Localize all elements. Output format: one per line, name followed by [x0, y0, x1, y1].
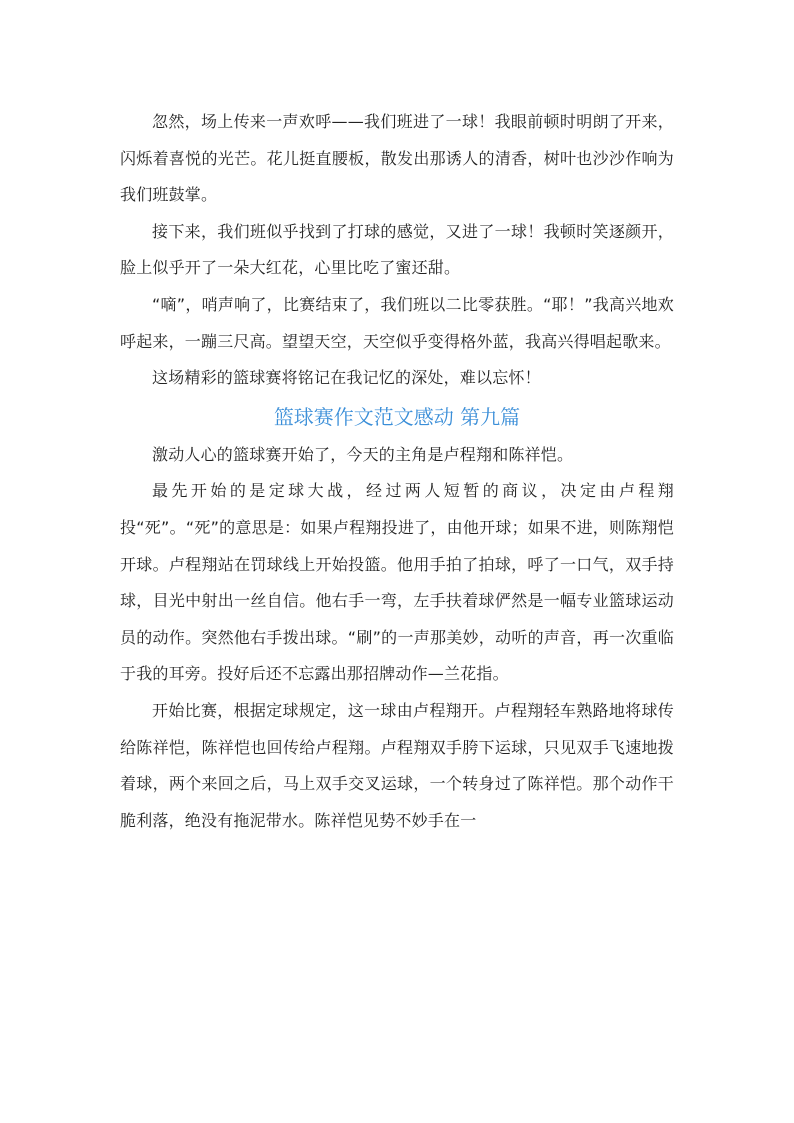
section-heading: 篮球赛作文范文感动 第九篇: [273, 404, 521, 429]
paragraph: 这场精彩的篮球赛将铭记在我记忆的深处，难以忘怀！: [152, 368, 541, 388]
paragraph: 激动人心的篮球赛开始了，今天的主角是卢程翔和陈祥恺。: [152, 444, 574, 464]
paragraph: 接下来，我们班似乎找到了打球的感觉，又进了一球！我顿时笑逐颜开，脸上似乎开了一朵大红花，心里比吃了蜜还甜。: [120, 221, 674, 278]
paragraph: 最先开始的是定球大战，经过两人短暂的商议，决定由卢程翔投“死”。“死”的意思是：如果卢程翔投进了，由他开球；如果不进，则陈翔恺开球。卢程翔站在罚球线上开始投篮。他用手拍了拍球，呼了一口气，双手持球，目光中射出一丝自信。他右手一弯，左手扶着球俨然是一幅专业篮球运动员的动作。突然他右手拨出球。“刷”的一声那美妙，动听的声音，再一次重临于我的耳旁。投好后还不忘露出那招牌动作—兰花指。: [120, 481, 674, 684]
paragraph: “嘀”，哨声响了，比赛结束了，我们班以二比零获胜。“耶！”我高兴地欢呼起来，一蹦三尺高。望望天空，天空似乎变得格外蓝，我高兴得唱起歌来。: [120, 294, 674, 351]
paragraph: 忽然，场上传来一声欢呼——我们班进了一球！我眼前顿时明朗了开来，闪烁着喜悦的光芒。花儿挺直腰板，散发出那诱人的清香，树叶也沙沙作响为我们班鼓掌。: [120, 112, 674, 205]
paragraph: 开始比赛，根据定球规定，这一球由卢程翔开。卢程翔轻车熟路地将球传给陈祥恺，陈祥恺也回传给卢程翔。卢程翔双手胯下运球，只见双手飞速地拨着球，两个来回之后，马上双手交叉运球，一个转身过了陈祥恺。那个动作干脆利落，绝没有拖泥带水。陈祥恺见势不妙手在一: [120, 700, 674, 830]
